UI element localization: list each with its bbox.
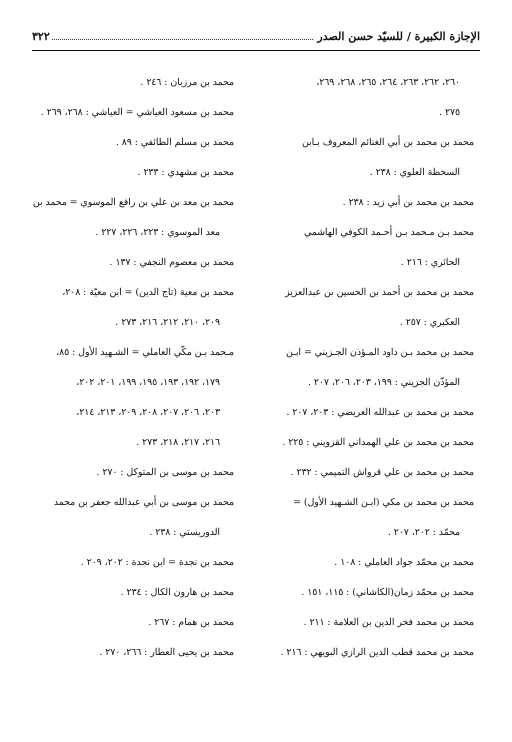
index-column-right xyxy=(256,68,474,668)
index-entry-continuation: ٢٠٣، ٢٠٦، ٢٠٧، ٢٠٨، ٢٠٩، ٢١٣، ٢١٤، xyxy=(76,407,220,418)
index-entry-continuation: السخطة العلوي : ٢٣٨ . xyxy=(369,167,460,178)
index-entry: محمد بن محمد بـن داود المـؤذن الجـزيني = ابـن xyxy=(286,347,474,358)
index-entry: محمد بن نجدة = ابن نجدة : ٢٠٢، ٢٠٩ . xyxy=(80,557,234,568)
index-entry-continuation: محمّد : ٢٠٢، ٢٠٧ . xyxy=(387,527,460,538)
index-entry-continuation: ٢٧٥ . xyxy=(439,107,460,118)
index-entry: محمد بن محمد فخر الدين بن العلامة : ٢١١ . xyxy=(303,617,474,628)
header-rule xyxy=(32,50,480,51)
index-entry: محمد بن موسى بن المتوكل : ٢٧٠ . xyxy=(96,467,234,478)
index-entry: محمد بن محمّد جواد العاملي : ١٠٨ . xyxy=(334,557,474,568)
index-entry: محمد بن معية (تاج الدين) = ابن معيّة : ٢٠٨، xyxy=(62,287,234,298)
index-entry-continuation: ٢٠٩، ٢١٠، ٢١٢، ٢١٦، ٢٧٣ . xyxy=(115,317,220,328)
index-entry: محمد بن محمد قطب الدين الرازي البويهي : ٢١٦ . xyxy=(280,647,474,658)
index-entry: محمد بن مشهدي : ٢٣٣ . xyxy=(137,167,234,178)
index-entry: محمد بن مسعود العياشي = العياشي : ٢٦٨، ٢٦٩ . xyxy=(40,107,234,118)
page-number: ٣٢٢ xyxy=(32,30,50,43)
index-entry: محمد بن همام : ٢٦٧ . xyxy=(148,617,234,628)
index-entry: محمد بن هارون الكال : ٢٣٤ . xyxy=(120,587,234,598)
index-entry: محمد بـن مـحمد بـن أحـمد الكوفي الهاشمي xyxy=(303,227,474,238)
index-column-left xyxy=(16,68,234,668)
index-entry-continuation: ٢٦٠، ٢٦٢، ٢٦٣، ٢٦٤، ٢٦٥، ٢٦٨، ٢٦٩، xyxy=(316,77,460,88)
index-entry: محمد بن معد بن علي بن رافع الموسوي = محمد بن xyxy=(32,197,234,208)
running-header xyxy=(32,30,480,48)
index-entry: محمد بن محمد بن علي قرواش التميمي : ٢٣٢ . xyxy=(290,467,474,478)
index-entry: محمد بن محمد بن أبي زيد : ٢٣٨ . xyxy=(342,197,474,208)
index-entry: محمد بن معصوم النجفي : ١٣٧ . xyxy=(109,257,234,268)
index-entry: محمد بن محمد بن علي الهمداني القزويني : ٢٢٥ . xyxy=(282,437,474,448)
index-entry: مـحمد بـن مكّي العاملي = الشـهيد الأول : ٨٥، xyxy=(56,347,234,358)
index-entry: محمد بن محمد بن مكي (ابـن الشـهيد الأول) = xyxy=(293,497,474,508)
index-entry-continuation: العكبري : ٢٥٧ . xyxy=(399,317,460,328)
index-entry: محمد بن محمد بن أحمد بن الحسين بن عبدالعزيز xyxy=(285,287,474,298)
index-entry: محمد بن محمد بن أبي الغنائم المعروف بـابن xyxy=(301,137,474,148)
index-entry: محمد بن مسلم الطائفي : ٨٩ . xyxy=(115,137,234,148)
index-entry: محمد بن موسى بن أبي عبدالله جعفر بن محمد xyxy=(53,497,234,508)
header-dot-leader xyxy=(52,39,314,40)
index-entry-continuation: ٢١٦، ٢١٧، ٢١٨، ٢٧٣ . xyxy=(136,437,220,448)
index-entry: محمد بن يحيى العطار : ٢٦٦، ٢٧٠ . xyxy=(99,647,234,658)
index-entry-continuation: الحائري : ٢١٦ . xyxy=(400,257,460,268)
index-entry-continuation: ١٧٩، ١٩٢، ١٩٣، ١٩٥، ١٩٩، ٢٠١، ٢٠٢، xyxy=(76,377,220,388)
book-title: الإجازة الكبيرة / للسيّد حسن الصدر xyxy=(317,30,480,43)
index-entry-continuation: الدوريستي : ٢٣٨ . xyxy=(149,527,220,538)
index-entry-continuation: معد الموسوي : ٢٢٣، ٢٢٦، ٢٢٧ . xyxy=(95,227,220,238)
index-entry: محمد بن مرزبان : ٢٤٦ . xyxy=(140,77,234,88)
index-entry: محمد بن محمّد زمان(الكاشاني) : ١١٥، ١٥١ . xyxy=(301,587,474,598)
index-entry: محمد بن محمد بن عبدالله العريضي : ٢٠٣، ٢٠٧ . xyxy=(286,407,474,418)
index-entry-continuation: المؤذّن الجزيني : ١٩٩، ٢٠٣، ٢٠٦، ٢٠٧ . xyxy=(307,377,460,388)
